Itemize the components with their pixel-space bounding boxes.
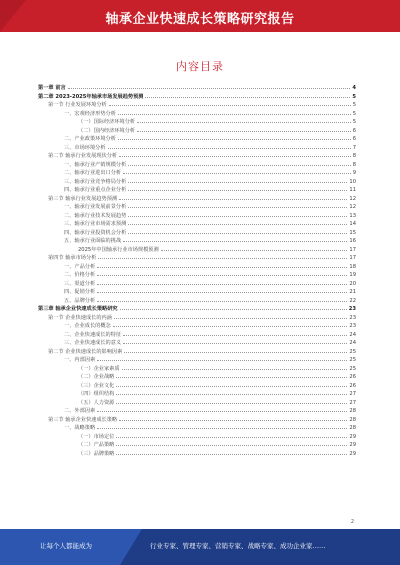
toc-leader-dots bbox=[119, 153, 351, 157]
toc-leader-dots bbox=[120, 306, 347, 310]
toc-entry-page: 22 bbox=[349, 297, 356, 304]
toc-leader-dots bbox=[97, 289, 347, 293]
toc-entry-text: 四、轴承行业重点企业分析 bbox=[64, 187, 127, 193]
toc-leader-dots bbox=[97, 298, 347, 302]
toc-leader-dots bbox=[97, 357, 347, 361]
toc-entry-page: 9 bbox=[352, 170, 356, 176]
toc-entry[interactable] bbox=[38, 246, 356, 255]
toc-entry-page: 6 bbox=[352, 136, 356, 142]
toc-entry-page: 23 bbox=[349, 314, 356, 321]
toc-entry-page: 27 bbox=[349, 399, 356, 406]
toc-entry[interactable] bbox=[38, 450, 356, 459]
toc-leader-dots bbox=[124, 349, 347, 353]
toc-entry-text: 二、价格分析 bbox=[64, 272, 96, 278]
toc-entry-text: 第二章 2023-2025年轴承市场发展趋势预测 bbox=[38, 93, 144, 100]
toc-entry-page: 12 bbox=[349, 204, 356, 210]
footer-accent-slant bbox=[120, 529, 142, 565]
toc-leader-dots bbox=[145, 94, 350, 98]
toc-entry-text: 第三节 轴承企业快速成长策略 bbox=[48, 416, 118, 423]
toc-entry-text: 第二节 轴承行业发展现状分析 bbox=[48, 153, 118, 159]
toc-entry[interactable] bbox=[38, 314, 356, 323]
toc-leader-dots bbox=[123, 238, 347, 242]
toc-leader-dots bbox=[116, 391, 347, 395]
toc-entry-text: （四）组织结构 bbox=[78, 391, 115, 397]
toc-entry-page: 5 bbox=[352, 93, 356, 100]
toc-entry-text: 一、轴承行业发展前景分析 bbox=[64, 204, 127, 210]
toc-entry-page: 28 bbox=[349, 408, 356, 414]
report-header-bar bbox=[0, 0, 400, 32]
toc-leader-dots bbox=[116, 400, 347, 404]
toc-leader-dots bbox=[116, 451, 347, 455]
toc-entry-page: 28 bbox=[349, 416, 356, 423]
toc-entry-text: （一）市场定位 bbox=[78, 433, 115, 440]
toc-entry-text: 第四节 轴承市场分析 bbox=[48, 255, 97, 261]
toc-entry-text: 一、轴承行业产销规模分析 bbox=[64, 161, 127, 168]
toc-entry-page: 25 bbox=[349, 357, 356, 363]
toc-entry-page: 15 bbox=[349, 229, 356, 236]
toc-entry-page: 20 bbox=[349, 280, 356, 287]
toc-entry[interactable] bbox=[38, 399, 356, 408]
toc-leader-dots bbox=[113, 323, 348, 327]
toc-entry[interactable] bbox=[38, 373, 356, 382]
toc-leader-dots bbox=[122, 366, 348, 370]
toc-leader-dots bbox=[97, 408, 347, 412]
toc-entry[interactable] bbox=[38, 144, 356, 153]
toc-entry[interactable] bbox=[38, 195, 356, 204]
toc-entry-text: （五）人力资源 bbox=[78, 399, 115, 406]
toc-entry-text: 四、轴承行业投资机会分析 bbox=[64, 229, 127, 236]
toc-entry[interactable] bbox=[38, 118, 356, 127]
toc-entry-text: （二）产品策略 bbox=[78, 442, 115, 448]
toc-entry-page: 5 bbox=[352, 110, 356, 117]
toc-entry-page: 6 bbox=[352, 127, 356, 134]
toc-leader-dots bbox=[98, 255, 347, 259]
toc-entry[interactable] bbox=[38, 305, 356, 314]
toc-entry-page: 23 bbox=[348, 306, 356, 312]
toc-leader-dots bbox=[108, 145, 351, 149]
toc-entry[interactable] bbox=[38, 339, 356, 348]
footer-slogan-left: 让每个人都能成为 bbox=[40, 542, 92, 550]
toc-entry[interactable] bbox=[38, 212, 356, 221]
toc-leader-dots bbox=[114, 315, 347, 319]
toc-entry-text: 二、外部因素 bbox=[64, 408, 96, 414]
toc-entry[interactable] bbox=[38, 84, 356, 93]
toc-entry-text: 三、企业快速成长的意义 bbox=[64, 340, 122, 346]
toc-entry-page: 17 bbox=[349, 255, 356, 261]
toc-leader-dots bbox=[116, 434, 347, 438]
toc-entry-page: 23 bbox=[349, 323, 356, 329]
toc-entry-text: 三、轴承行业市场需求预测 bbox=[64, 221, 127, 227]
toc-leader-dots bbox=[128, 213, 347, 217]
toc-entry-page: 8 bbox=[352, 153, 356, 159]
toc-entry-text: （一）企业家素质 bbox=[78, 365, 120, 372]
toc-entry[interactable] bbox=[38, 161, 356, 170]
toc-entry-text: 五、轴承行业面临的挑战 bbox=[64, 238, 122, 244]
toc-entry[interactable] bbox=[38, 407, 356, 416]
toc-leader-dots bbox=[119, 196, 347, 200]
toc-leader-dots bbox=[123, 340, 347, 344]
toc-entry[interactable] bbox=[38, 229, 356, 238]
toc-leader-dots bbox=[119, 417, 347, 421]
toc-leader-dots bbox=[97, 425, 347, 429]
toc-entry-text: 一、战略策略 bbox=[64, 425, 96, 431]
toc-entry[interactable] bbox=[38, 390, 356, 399]
toc-entry[interactable] bbox=[38, 254, 356, 263]
toc-entry[interactable] bbox=[38, 93, 356, 102]
toc-heading: 内容目录 bbox=[176, 60, 224, 73]
toc-entry-text: 一、内部因素 bbox=[64, 357, 96, 363]
toc-leader-dots bbox=[128, 179, 347, 183]
toc-entry[interactable] bbox=[38, 297, 356, 306]
toc-entry-page: 5 bbox=[352, 102, 356, 108]
toc-entry-text: 三、轴承行业竞争格局分析 bbox=[64, 178, 127, 185]
toc-entry-page: 24 bbox=[349, 331, 356, 338]
toc-entry[interactable] bbox=[38, 127, 356, 136]
toc-entry[interactable] bbox=[38, 280, 356, 289]
toc-entry-page: 29 bbox=[349, 433, 356, 440]
toc-entry[interactable] bbox=[38, 382, 356, 391]
toc-entry-page: 10 bbox=[349, 178, 356, 185]
toc-entry-page: 29 bbox=[349, 450, 356, 457]
toc-entry-page: 13 bbox=[349, 212, 356, 219]
toc-entry-page: 21 bbox=[349, 289, 356, 295]
toc-leader-dots bbox=[116, 442, 347, 446]
toc-entry-text: （三）企业文化 bbox=[78, 382, 115, 389]
toc-entry-page: 7 bbox=[352, 144, 356, 151]
toc-entry[interactable] bbox=[38, 271, 356, 280]
toc-entry-text: 2025年中国轴承行业市场规模预测 bbox=[78, 246, 159, 253]
toc-entry-text: 第三节 轴承行业发展趋势预测 bbox=[48, 195, 118, 202]
toc-entry-text: 二、企业快速成长的特征 bbox=[64, 331, 122, 338]
toc-entry-page: 11 bbox=[349, 187, 356, 193]
toc-entry[interactable] bbox=[38, 322, 356, 331]
toc-leader-dots bbox=[97, 272, 347, 276]
toc-leader-dots bbox=[109, 102, 351, 106]
toc-entry-text: 一、宏观经济形势分析 bbox=[64, 110, 116, 117]
toc-entry-text: 三、渠道分析 bbox=[64, 280, 96, 287]
toc-entry[interactable] bbox=[38, 152, 356, 161]
toc-leader-dots bbox=[116, 374, 347, 378]
toc-entry-text: 第二节 企业快速成长的影响因素 bbox=[48, 348, 123, 355]
toc-entry[interactable] bbox=[38, 263, 356, 272]
toc-leader-dots bbox=[123, 170, 351, 174]
toc-entry-page: 28 bbox=[349, 425, 356, 431]
toc-entry-page: 5 bbox=[352, 119, 356, 125]
toc-entry-text: 三、市场环境分析 bbox=[64, 144, 106, 151]
toc-entry[interactable] bbox=[38, 365, 356, 374]
toc-entry[interactable] bbox=[38, 424, 356, 433]
toc-entry-text: 五、品牌分析 bbox=[64, 297, 96, 304]
toc-leader-dots bbox=[128, 230, 347, 234]
toc-leader-dots bbox=[68, 85, 351, 89]
toc-entry-page: 4 bbox=[352, 85, 356, 91]
toc-leader-dots bbox=[116, 383, 347, 387]
toc-entry-page: 19 bbox=[349, 272, 356, 278]
toc-entry[interactable] bbox=[38, 101, 356, 110]
toc-entry-text: 一、企业成长的概念 bbox=[64, 323, 111, 329]
toc-entry-page: 14 bbox=[349, 221, 356, 227]
toc-leader-dots bbox=[128, 221, 347, 225]
toc-entry[interactable] bbox=[38, 203, 356, 212]
toc-entry-page: 18 bbox=[349, 263, 356, 270]
toc-leader-dots bbox=[137, 119, 351, 123]
toc-leader-dots bbox=[137, 128, 351, 132]
toc-entry-text: 四、促销分析 bbox=[64, 289, 96, 295]
toc-entry[interactable] bbox=[38, 237, 356, 246]
toc-entry-text: （一）国际经济环境分析 bbox=[78, 119, 136, 125]
toc-leader-dots bbox=[128, 204, 347, 208]
toc-entry-text: 第一节 企业快速成长的内涵 bbox=[48, 314, 112, 321]
toc-entry[interactable] bbox=[38, 220, 356, 229]
toc-entry[interactable] bbox=[38, 416, 356, 425]
toc-entry-page: 29 bbox=[349, 442, 356, 448]
toc-entry[interactable] bbox=[38, 348, 356, 357]
toc-leader-dots bbox=[161, 247, 348, 251]
toc-entry-page: 17 bbox=[349, 246, 356, 253]
toc-entry[interactable] bbox=[38, 110, 356, 119]
toc-entry-page: 12 bbox=[349, 195, 356, 202]
footer-bar bbox=[0, 529, 400, 565]
toc-entry[interactable] bbox=[38, 169, 356, 178]
toc-entry-text: 二、轴承行业技术发展趋势 bbox=[64, 212, 127, 219]
toc-leader-dots bbox=[118, 136, 351, 140]
toc-entry-text: （二）企业战略 bbox=[78, 374, 115, 380]
toc-entry[interactable] bbox=[38, 331, 356, 340]
report-title: 轴承企业快速成长策略研究报告 bbox=[105, 12, 295, 27]
toc-entry-text: （二）国内经济环境分析 bbox=[78, 127, 136, 134]
toc-leader-dots bbox=[118, 111, 351, 115]
toc-leader-dots bbox=[128, 162, 350, 166]
toc-entry[interactable] bbox=[38, 178, 356, 187]
toc-entry[interactable] bbox=[38, 441, 356, 450]
footer-slogan-right: 行业专家、管理专家、营销专家、战略专家、成功企业家…… bbox=[150, 542, 326, 550]
toc-entry[interactable] bbox=[38, 433, 356, 442]
toc-entry-page: 27 bbox=[349, 391, 356, 397]
table-of-contents bbox=[38, 84, 356, 516]
toc-entry[interactable] bbox=[38, 186, 356, 195]
toc-entry-text: 二、产业政策环境分析 bbox=[64, 136, 116, 142]
toc-leader-dots bbox=[97, 264, 347, 268]
toc-entry-text: 第三章 轴承企业快速成长策略研究 bbox=[38, 306, 118, 312]
toc-entry[interactable] bbox=[38, 135, 356, 144]
toc-leader-dots bbox=[128, 187, 347, 191]
toc-entry-page: 25 bbox=[349, 365, 356, 372]
toc-entry-page: 24 bbox=[349, 340, 356, 346]
toc-leader-dots bbox=[97, 281, 347, 285]
toc-entry-page: 26 bbox=[349, 382, 356, 389]
page-number: 2 bbox=[350, 519, 354, 525]
toc-entry-text: （三）品牌策略 bbox=[78, 450, 115, 457]
toc-entry[interactable] bbox=[38, 356, 356, 365]
toc-entry-text: 第一节 行业发展环境分析 bbox=[48, 102, 107, 108]
toc-entry-text: 第一章 前言 bbox=[38, 85, 66, 91]
toc-entry-page: 25 bbox=[349, 348, 356, 355]
toc-entry-page: 26 bbox=[349, 374, 356, 380]
toc-entry-text: 二、轴承行业进出口分析 bbox=[64, 170, 122, 176]
toc-leader-dots bbox=[123, 332, 347, 336]
toc-entry-page: 16 bbox=[349, 238, 356, 244]
toc-entry-text: 一、产品分析 bbox=[64, 263, 96, 270]
toc-entry[interactable] bbox=[38, 288, 356, 297]
toc-entry-page: 8 bbox=[352, 161, 356, 168]
